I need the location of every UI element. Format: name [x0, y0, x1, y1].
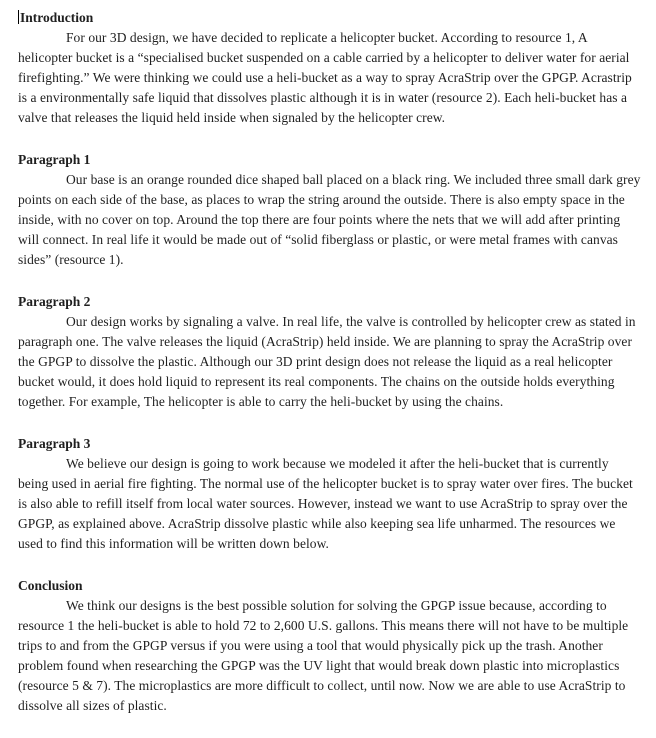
section-heading: Conclusion [18, 578, 83, 593]
section-conclusion [18, 576, 642, 716]
section-introduction [18, 8, 642, 128]
section-paragraph-1 [18, 150, 642, 270]
heading-text: Introduction [20, 10, 94, 25]
section-heading: Paragraph 2 [18, 294, 91, 309]
section-heading: Paragraph 3 [18, 436, 91, 451]
section-paragraph-2 [18, 292, 642, 412]
section-body: Our design works by signaling a valve. In real life, the valve is controlled by helicopter crew as stated in paragraph one. The valve releases the liquid (AcraStrip) held inside. We are planning to spray the AcraStrip over the GPGP to dissolve the plastic. Although our 3D print design does not release the liquid as a real helicopter bucket would, it does hold liquid to represent its real components. The chains on the outside holds everything together. For example, The helicopter is able to carry the heli-bucket by using the chains. [18, 314, 636, 409]
section-heading: Paragraph 1 [18, 152, 91, 167]
section-paragraph-3 [18, 434, 642, 554]
section-body: We believe our design is going to work because we modeled it after the heli-bucket that is currently being used in aerial fire fighting. The normal use of the helicopter bucket is to spray water over fires. The bucket is also able to refill itself from local water sources. However, instead we want to use AcraStrip to spray over the GPGP, as explained above. AcraStrip dissolve plastic while also keeping sea life unharmed. The resources we used to find this information will be written down below. [18, 456, 633, 551]
section-body: We think our designs is the best possible solution for solving the GPGP issue because, according to resource 1 the heli-bucket is able to hold 72 to 2,600 U.S. gallons. This means there will not have to be multiple trips to and from the GPGP versus if you were using a tool that would physically pick up the trash. Another problem found when researching the GPGP was the UV light that would break down plastic into microplastics (resource 5 & 7). The microplastics are more difficult to collect, until now. Now we are able to use AcraStrip to dissolve all sizes of plastic. [18, 598, 629, 713]
document-page [18, 8, 642, 738]
text-cursor [18, 10, 19, 24]
section-body: Our base is an orange rounded dice shaped ball placed on a black ring. We included three small dark grey points on each side of the base, as places to wrap the string around the outside. There is also empty space in the inside, with no cover on top. Around the top there are four points where the nets that we will add after printing will connect. In real life it would be made out of “solid fiberglass or plastic, or were metal frames with canvas sides” (resource 1). [18, 172, 641, 267]
section-heading [18, 8, 642, 28]
section-body: For our 3D design, we have decided to replicate a helicopter bucket. According to resource 1, A helicopter bucket is a “specialised bucket suspended on a cable carried by a helicopter to deliver water for aerial firefighting.” We were thinking we could use a heli-bucket as a way to spray AcraStrip over the GPGP. Acrastrip is a environmentally safe liquid that dissolves plastic although it is in water (resource 2). Each heli-bucket has a valve that releases the liquid held inside when signaled by the helicopter crew. [18, 30, 632, 125]
